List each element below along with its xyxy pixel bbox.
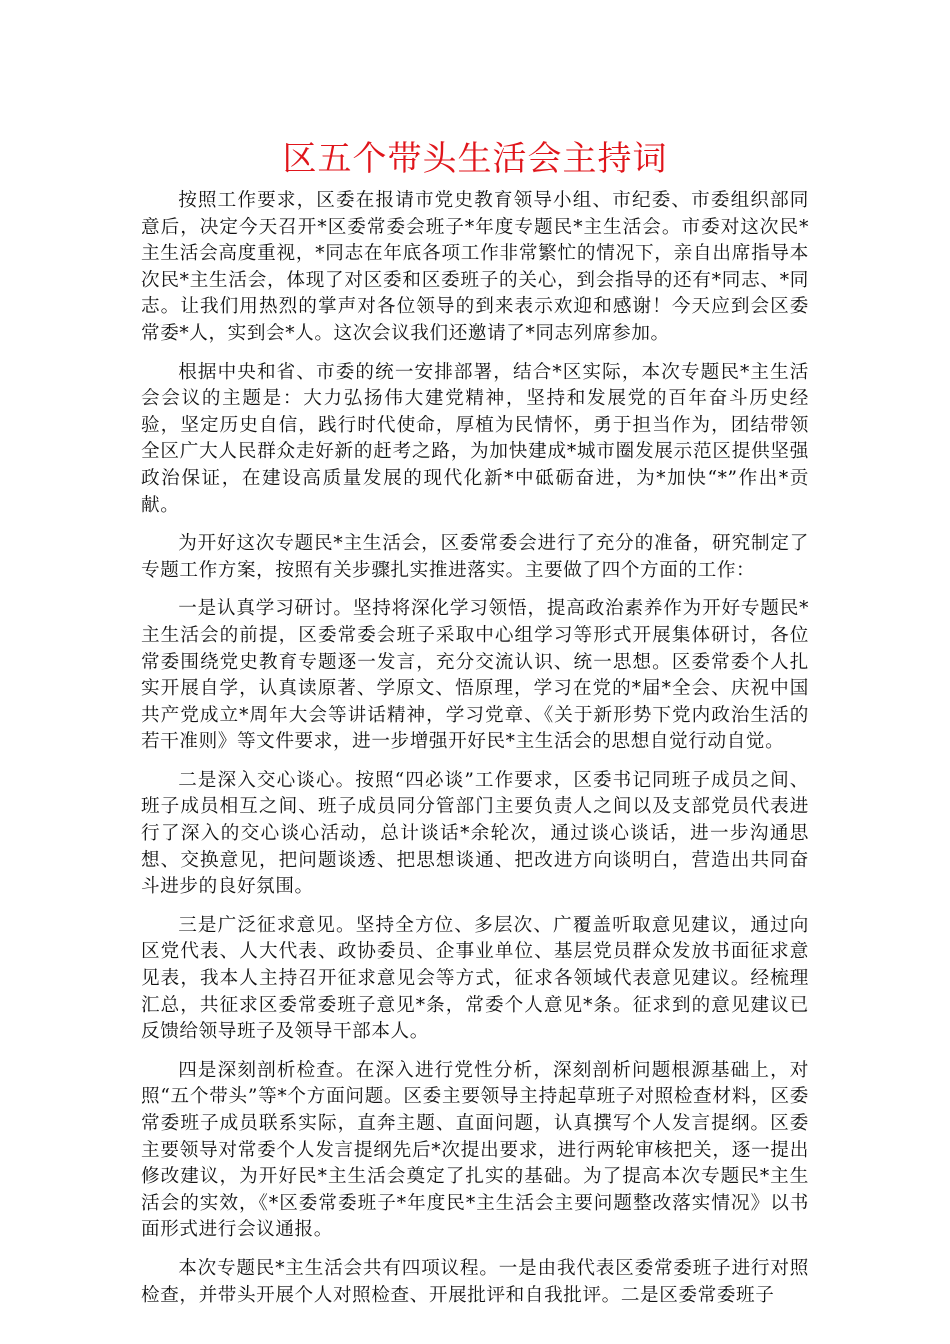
document-body [141,188,809,1321]
paragraph: 按照工作要求，区委在报请市党史教育领导小组、市纪委、市委组织部同意后，决定今天召开*区委常委会班子*年度专题民*主生活会。市委对这次民*主生活会高度重视，*同志在年底各项工作非常繁忙的情况下，亲自出席指导本次民*主生活会，体现了对区委和区委班子的关心，到会指导的还有*同志、*同志。让我们用热烈的掌声对各位领导的到来表示欢迎和感谢！今天应到会区委常委*人，实到会*人。这次会议我们还邀请了*同志列席参加。 [141,190,809,344]
paragraph: 三是广泛征求意见。坚持全方位、多层次、广覆盖听取意见建议，通过向区党代表、人大代表、政协委员、企事业单位、基层党员群众发放书面征求意见表，我本人主持召开征求意见会等方式，征求各领域代表意见建议。经梳理汇总，共征求区委常委班子意见*条，常委个人意见*条。征求到的意见建议已反馈给领导班子及领导干部本人。 [141,914,809,1043]
paragraph: 二是深入交心谈心。按照“四必谈”工作要求，区委书记同班子成员之间、班子成员相互之间、班子成员同分管部门主要负责人之间以及支部党员代表进行了深入的交心谈心活动，总计谈话*余轮次，通过谈心谈话，进一步沟通思想、交换意见，把问题谈透、把思想谈通、把改进方向谈明白，营造出共同奋斗进步的良好氛围。 [141,769,809,898]
paragraph: 本次专题民*主生活会共有四项议程。一是由我代表区委常委班子进行对照检查，并带头开展个人对照检查、开展批评和自我批评。二是区委常委班子 [141,1257,809,1306]
paragraph: 为开好这次专题民*主生活会，区委常委会进行了充分的准备，研究制定了专题工作方案，按照有关步骤扎实推进落实。主要做了四个方面的工作： [141,533,809,581]
paragraph: 四是深刻剖析检查。在深入进行党性分析，深刻剖析问题根源基础上，对照“五个带头”等*个方面问题。区委主要领导主持起草班子对照检查材料，区委常委班子成员联系实际，直奔主题、直面问题，认真撰写个人发言提纲。区委主要领导对常委个人发言提纲先后*次提出要求，进行两轮审核把关，逐一提出修改建议，为开好民*主生活会奠定了扎实的基础。为了提高本次专题民*主生活会的实效，《*区委常委班子*年度民*主生活会主要问题整改落实情况》以书面形式进行会议通报。 [141,1059,809,1241]
paragraph: 一是认真学习研讨。坚持将深化学习领悟，提高政治素养作为开好专题民*主生活会的前提，区委常委会班子采取中心组学习等形式开展集体研讨，各位常委围绕党史教育专题逐一发言，充分交流认识、统一思想。区委常委个人扎实开展自学，认真读原著、学原文、悟原理，学习在党的*届*全会、庆祝中国共产党成立*周年大会等讲话精神，学习党章、《关于新形势下党内政治生活的若干准则》等文件要求，进一步增强开好民*主生活会的思想自觉行动自觉。 [141,598,809,753]
paragraph: 根据中央和省、市委的统一安排部署，结合*区实际，本次专题民*主生活会会议的主题是：大力弘扬伟大建党精神，坚持和发展党的百年奋斗历史经验，坚定历史自信，践行时代使命，厚植为民情怀，勇于担当作为，团结带领全区广大人民群众走好新的赶考之路，为加快建成*城市圈发展示范区提供坚强政治保证，在建设高质量发展的现代化新*中砥砺奋进，为*加快“*”作出*贡献。 [141,361,809,516]
document-title: 区五个带头生活会主持词 [282,139,668,179]
